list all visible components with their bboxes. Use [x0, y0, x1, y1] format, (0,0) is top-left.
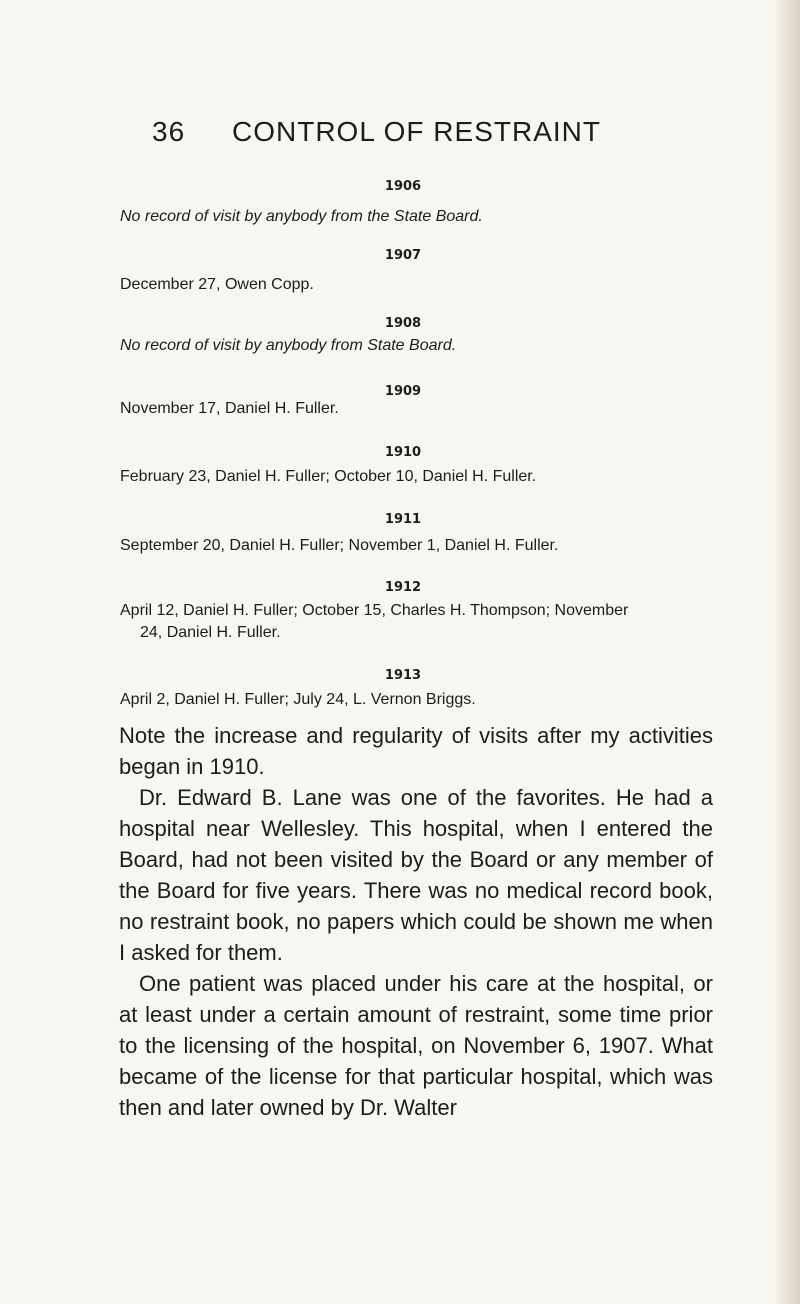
year-heading-1913: 1913 [384, 668, 422, 683]
year-heading-1912: 1912 [384, 580, 422, 595]
record-entry-1911 [120, 535, 640, 557]
record-entry-1912 [120, 600, 640, 644]
body-text [119, 720, 713, 1123]
page-number: 36 [152, 116, 186, 147]
paragraph-2: Dr. Edward B. Lane was one of the favorites. He had a hospital near Wellesley. This hospital, when I entered the Board, had not been visited by the Board or any member of the Board for five years. There was no medical record book, no restraint book, no papers which could be shown me when I asked for them. [119, 785, 713, 965]
paragraph-3: One patient was placed under his care at the hospital, or at least under a certain amount of restraint, some time prior to the licensing of the hospital, on November 6, 1907. What became of the license for that particular hospital, which was then and later owned by Dr. Walter [119, 971, 713, 1120]
year-heading-1911: 1911 [384, 512, 422, 527]
year-heading-1909: 1909 [384, 384, 422, 399]
page-header [152, 116, 601, 156]
page-edge-shadow [774, 0, 800, 1304]
record-entry-1908 [120, 335, 640, 357]
year-heading-1910: 1910 [384, 445, 422, 460]
record-text: November 17, Daniel H. Fuller. [120, 400, 339, 417]
record-text: April 2, Daniel H. Fuller; July 24, L. Vernon Briggs. [120, 691, 476, 708]
year-heading-1906: 1906 [384, 179, 422, 194]
running-title: CONTROL OF RESTRAINT [232, 116, 601, 147]
record-text: September 20, Daniel H. Fuller; November 1, Daniel H. Fuller. [120, 537, 559, 554]
record-text: No record of visit by anybody from State Board. [120, 337, 457, 354]
record-entry-1907 [120, 274, 640, 296]
record-text-continued: 24, Daniel H. Fuller. [140, 624, 281, 641]
record-entry-1909 [120, 398, 640, 420]
year-heading-1907: 1907 [384, 248, 422, 263]
record-entry-1906 [120, 206, 640, 228]
year-heading-1908: 1908 [384, 316, 422, 331]
record-entry-1910 [120, 466, 640, 488]
paragraph-1: Note the increase and regularity of visits after my activities began in 1910. [119, 723, 713, 779]
record-entry-1913 [120, 689, 640, 711]
record-text: December 27, Owen Copp. [120, 276, 314, 293]
record-text: No record of visit by anybody from the State Board. [120, 208, 483, 225]
record-text: February 23, Daniel H. Fuller; October 10, Daniel H. Fuller. [120, 468, 537, 485]
record-text: April 12, Daniel H. Fuller; October 15, Charles H. Thompson; November [120, 602, 629, 619]
